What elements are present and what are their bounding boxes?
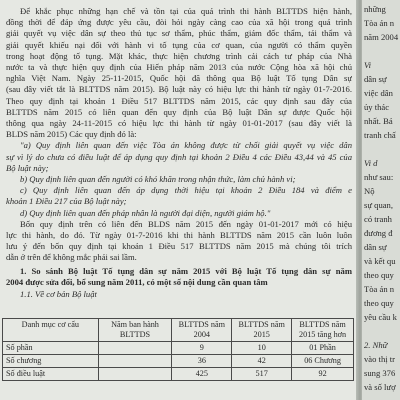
heading-line: 2004 được sửa đổi, bổ sung năm 2011, có một số nội dung cần quan tâm <box>6 276 268 287</box>
facing-page-line: theo quy <box>364 298 394 308</box>
table-cell: 06 Chương <box>292 355 354 368</box>
facing-page-line: năm 2004 <box>364 32 399 42</box>
section-heading <box>6 266 352 288</box>
intro-paragraph <box>6 6 352 140</box>
facing-page-line: sự quan, <box>364 200 394 210</box>
table-cell: 01 Phần <box>292 342 354 355</box>
quote-d: d) Quy định liên quan đến pháp nhân là người đại diện, người giám hộ." <box>20 207 271 218</box>
facing-page-line: tranh chấ <box>364 130 396 140</box>
text-line: Bộ luật này; <box>6 162 49 173</box>
facing-page <box>362 0 400 400</box>
text-line: sự vì lý do chưa có điều luật để áp dụng quy định tại khoản 2 Điều 4 các Điều 43,44 và 45 của <box>6 151 352 162</box>
facing-page-line: và kết qu <box>364 256 396 266</box>
facing-page-line: dân sự <box>364 74 387 84</box>
text-line: "a) Quy định liên quan đến việc Tòa án không được từ chối giải quyết vụ việc dân <box>20 140 352 151</box>
row-label: Số điều luật <box>3 368 99 381</box>
text-line: (sau đây viết tắt là BLTTDS năm 2015). Bộ luật này có hiệu lực thi hành từ ngày 01-7-2016. <box>6 84 352 95</box>
text-line: BLDS năm 2015) Các quy định đó là: <box>6 129 137 140</box>
table-cell: 36 <box>172 355 232 368</box>
table-cell: 42 <box>232 355 292 368</box>
text-line: lực thi hành, do đó. Từ ngày 01-7-2016 khi thi hành BLTTDS năm 2015 cần luôn luôn <box>6 230 352 241</box>
quote-a <box>6 140 352 174</box>
paragraph-2 <box>6 219 352 264</box>
text-line: thông qua ngày 24-11-2015 có hiệu lực thi hành từ ngày 01-01-2017 (sau đây viết là <box>6 118 352 129</box>
table-cell: 425 <box>172 368 232 381</box>
comparison-table <box>2 318 354 381</box>
text-line: trong hoạt động tố tụng. Mặt khác, thực hiện chương trình cải cách tư pháp của Nhà <box>6 50 352 61</box>
text-line: dẫn ở trên để không mắc phải sai lầm. <box>6 252 137 263</box>
text-line: Theo quy định tại khoản 1 Điều 517 BLTTDS năm 2015, các quy định sau đây của <box>6 95 352 106</box>
text-line: nghĩa Việt Nam. Ngày 25-11-2015, Quốc hội đã thông qua Bộ luật Tố tụng Dân sự <box>6 73 352 84</box>
text-line: lưu ý đến bốn quy định tại khoản 1 Điều 517 BLTTDS năm 2015 mà chúng tôi trích <box>6 241 352 252</box>
text-line: BLTTDS năm 2015 có liên quan đến quy định của Bộ luật Dân sự được Quốc hội <box>6 106 352 117</box>
text-line: giải quyết khiếu nại đối với hành vi tố tụng của cơ quan, của người có thẩm quyền <box>6 39 352 50</box>
text-line: giải quyết vụ việc dân sự theo thủ tục sơ thẩm, phúc thẩm, giám đốc thẩm, tái thẩm và <box>6 28 352 39</box>
facing-page-line: có tranh <box>364 214 392 224</box>
facing-page-line: Nộ <box>364 186 375 196</box>
row-label: Số phần <box>3 342 99 355</box>
row-label: Số chương <box>3 355 99 368</box>
facing-page-line: và số lượ <box>364 382 396 392</box>
table-cell: 517 <box>232 368 292 381</box>
facing-page-line: theo quy <box>364 270 394 280</box>
column-header: Danh mục cơ cấu <box>3 319 99 342</box>
text-line: Để khắc phục những hạn chế và tồn tại của quá trình thi hành BLTTDS hiện hành, <box>20 6 352 16</box>
quote-b: b) Quy định liên quan đến người có khó khăn trong nhận thức, làm chủ hành vi; <box>20 174 296 185</box>
table-cell <box>98 355 172 368</box>
table-cell <box>98 368 172 381</box>
facing-page-line: Tòa án n <box>364 284 395 294</box>
facing-page-line: 2. Nhữ <box>364 340 388 350</box>
facing-page-line: dân sự <box>364 242 387 252</box>
facing-page-line: vào thị tr <box>364 354 396 364</box>
quote-c <box>6 185 352 207</box>
table-header-row <box>3 319 354 342</box>
facing-page-line: ủy thác <box>364 102 390 112</box>
facing-page-line: việc dân <box>364 88 393 98</box>
facing-page-line: đương đ <box>364 228 393 238</box>
heading-line: 1. So sánh Bộ luật Tố tụng dân sự năm 2015 với Bộ luật Tố tụng dân sự năm <box>20 265 352 276</box>
table-row <box>3 368 354 381</box>
table-cell: 92 <box>292 368 354 381</box>
text-line: c) Quy định liên quan đến áp dụng thời hiệu tại khoản 2 Điều 184 và điểm e <box>20 185 352 196</box>
table-cell: 9 <box>172 342 232 355</box>
text-line: đồng thời để đáp ứng được yêu cầu, đòi hỏi ngày càng cao của xã hội trong quá trình <box>6 17 352 28</box>
body-text <box>6 6 352 300</box>
table-cell <box>98 342 172 355</box>
facing-page-line: những <box>364 4 386 14</box>
column-header: BLTTDS năm 2015 tăng hơn <box>292 319 354 342</box>
text-line: khoản 1 Điều 217 của Bộ luật này; <box>6 196 127 207</box>
table-row <box>3 355 354 368</box>
text-line: Bốn quy định trên có liên đến BLDS năm 2015 đến ngày 01-01-2017 mới có hiệu <box>20 218 352 229</box>
subsection-heading: 1.1. Về cơ bản Bộ luật <box>20 288 97 299</box>
facing-page-line: sung 376 <box>364 368 396 378</box>
text-line: nước ta và thực hiện quy định của Hiến pháp năm 2013 của nước Cộng hòa xã hội chủ <box>6 62 352 73</box>
facing-page-line: Vi d <box>364 158 378 168</box>
facing-page-line: như sau: <box>364 172 394 182</box>
facing-page-line: nhất. Bả <box>364 116 393 126</box>
table-row <box>3 342 354 355</box>
column-header: BLTTDS năm 2004 <box>172 319 232 342</box>
table-cell: 10 <box>232 342 292 355</box>
column-header: Năm ban hành BLTTDS <box>98 319 172 342</box>
facing-page-line: Vi <box>364 60 371 70</box>
facing-page-line: Tòa án n <box>364 18 395 28</box>
facing-page-line: yêu cầu k <box>364 312 397 322</box>
column-header: BLTTDS năm 2015 <box>232 319 292 342</box>
